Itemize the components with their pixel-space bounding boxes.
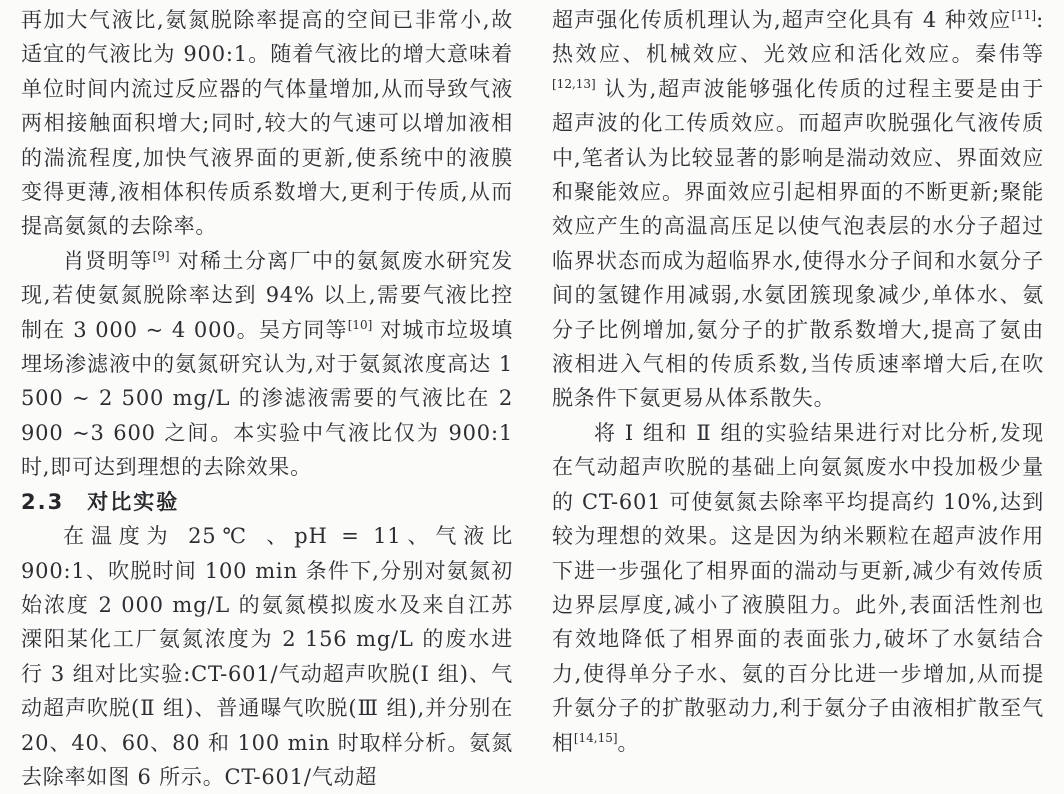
right-column	[552, 3, 1044, 758]
paragraph: 肖贤明等[9] 对稀土分离厂中的氨氮废水研究发现,若使氨氮脱除率达到 94% 以上,需要气液比控制在 3 000 ~ 4 000。吴方同等[10] 对城市垃圾填埋场渗滤液中的氨氮研究认为,对于氨氮浓度高达 1 500 ~ 2 500 mg/L 的渗滤液需要的气液比在 2 900 ~3 600 之间。本实验中气液比仅为 900:1 时,即可达到理想的去除效果。	[21, 248, 513, 480]
paragraph: 超声强化传质机理认为,超声空化具有 4 种效应[11]:热效应、机械效应、光效应和活化效应。秦伟等[12,13] 认为,超声波能够强化传质的过程主要是由于超声波的化工传质效应。而超声吹脱强化气液传质中,笔者认为比较显著的影响是湍动效应、界面效应和聚能效应。界面效应引起相界面的不断更新;聚能效应产生的高温高压足以使气泡表层的水分子超过临界状态而成为超临界水,使得水分子间和水氨分子间的氢键作用减弱,水氨团簇现象减少,单体水、氨分子比例增加,氨分子的扩散系数增大,提高了氨由液相进入气相的传质系数,当传质速率增大后,在吹脱条件下氨更易从体系散失。	[552, 8, 1044, 411]
reference-superscript: [14,15]	[573, 730, 618, 745]
section-heading	[21, 485, 513, 519]
reference-superscript: [11]	[1011, 8, 1037, 22]
paragraph: 在温度为 25℃ 、pH = 11、气液比 900:1、吹脱时间 100 min 条件下,分别对氨氮初始浓度 2 000 mg/L 的氨氮模拟废水及来自江苏溧阳某化工厂氨氮浓度为 2 156 mg/L 的废水进行 3 组对比实验:CT-601/气动超声吹脱(Ⅰ 组)、气动超声吹脱(Ⅱ 组)、普通曝气吹脱(Ⅲ 组),并分别在 20、40、60、80 和 100 min 时取样分析。氨氮去除率如图 6 所示。CT-601/气动超	[21, 524, 513, 789]
section-number: 2.3	[21, 489, 65, 514]
left-column	[21, 3, 513, 789]
reference-superscript: [12,13]	[552, 76, 596, 91]
paragraph: 将 Ⅰ 组和 Ⅱ 组的实验结果进行对比分析,发现在气动超声吹脱的基础上向氨氮废水中投加极少量的 CT-601 可使氨氮去除率平均提高约 10%,达到较为理想的效果。这是因为纳米颗粒在超声波作用下进一步强化了相界面的湍动与更新,减少有效传质边界层厚度,减小了液膜阻力。此外,表面活性剂也有效地降低了相界面的表面张力,破坏了水氨结合力,使得单分子水、氨的百分比进一步增加,从而提升氨分子的扩散驱动力,利于氨分子由液相扩散至气相[14,15]。	[552, 420, 1044, 755]
reference-superscript: [10]	[347, 317, 373, 332]
reference-superscript: [9]	[152, 248, 170, 263]
paragraph: 再加大气液比,氨氮脱除率提高的空间已非常小,故适宜的气液比为 900:1。随着气液比的增大意味着单位时间内流过反应器的气体量增加,从而导致气液两相接触面积增大;同时,较大的气速可以增加液相的湍流程度,加快气液界面的更新,使系统中的液膜变得更薄,液相体积传质系数增大,更利于传质,从而提高氨氮的去除率。	[21, 8, 513, 239]
section-title: 对比实验	[87, 489, 180, 514]
